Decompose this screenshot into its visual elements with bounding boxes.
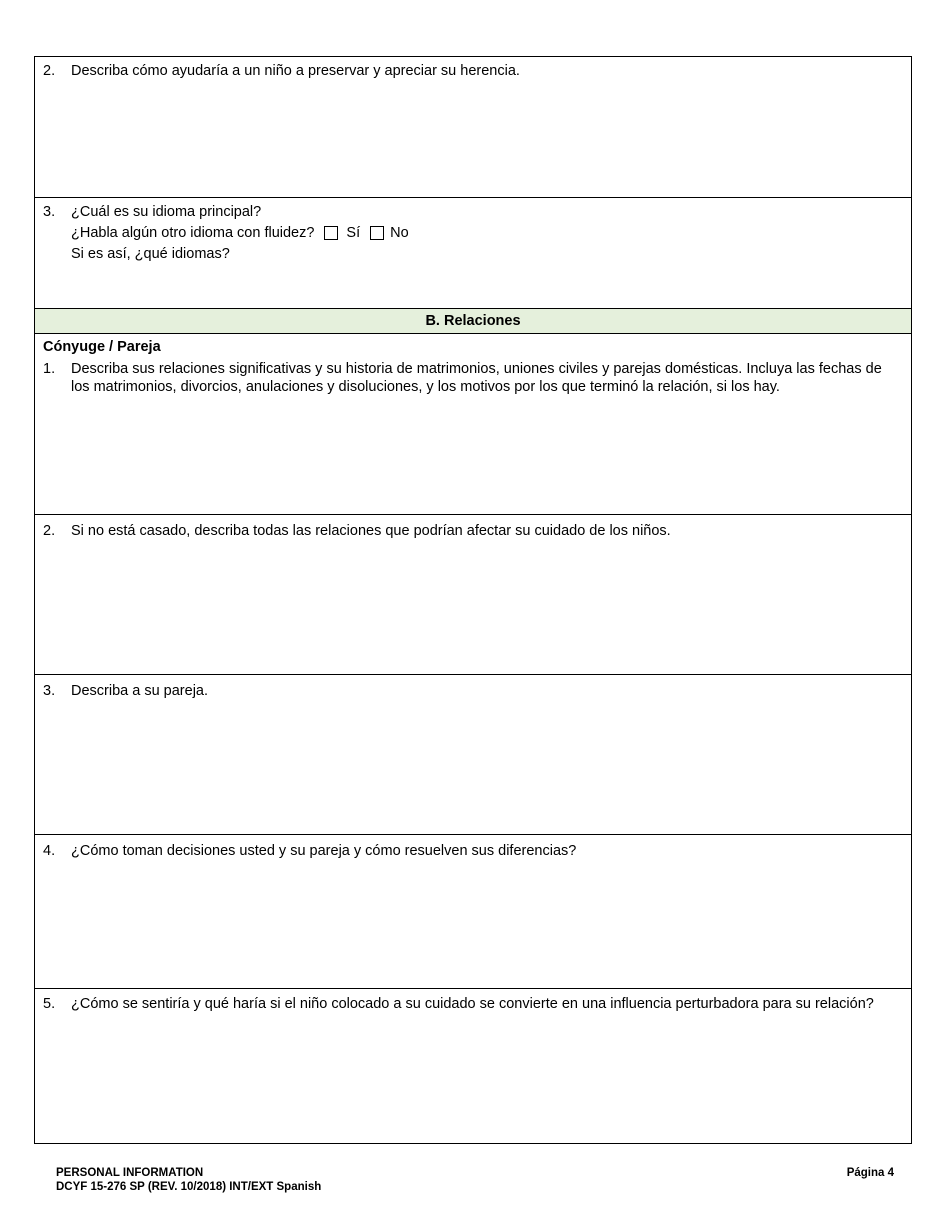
page-number: Página 4 xyxy=(846,1167,894,1179)
subheading-spouse-partner: Cónyuge / Pareja xyxy=(43,339,161,355)
question-text: Si no está casado, describa todas las relaciones que podrían afectar su cuidado de los niños. xyxy=(71,523,671,539)
question-row-unmarried-relationships[interactable] xyxy=(35,515,911,675)
question-text: Describa a su pareja. xyxy=(71,683,209,699)
fluency-line xyxy=(71,224,903,243)
footer-left xyxy=(56,1166,321,1194)
languages-line xyxy=(71,245,903,264)
question xyxy=(43,203,903,222)
question xyxy=(43,62,903,81)
question-number: 3. xyxy=(43,204,56,220)
question-number: 3. xyxy=(43,683,56,699)
question-number: 1. xyxy=(43,360,56,377)
question-text: Describa sus relaciones significativas y su historia de matrimonios, uniones civiles y parejas domésticas. Incluya las fechas de los matrimonios, divorcios, anulaciones y disoluciones, y los motivos por los que terminó la relación, si los hay. xyxy=(71,360,882,396)
question-row-describe-partner[interactable] xyxy=(35,675,911,835)
question-text: ¿Cuál es su idioma principal? xyxy=(71,204,262,220)
question xyxy=(43,360,903,397)
footer-form-id: DCYF 15-276 SP (REV. 10/2018) INT/EXT Spanish xyxy=(56,1181,322,1194)
question-row-decisions[interactable] xyxy=(35,835,911,989)
no-checkbox[interactable] xyxy=(370,226,384,240)
question xyxy=(43,522,903,541)
question xyxy=(43,842,903,861)
question-number: 4. xyxy=(43,843,56,859)
section-title: B. Relaciones xyxy=(425,313,521,329)
question-text: ¿Cómo se sentiría y qué haría si el niño colocado a su cuidado se convierte en una influencia perturbadora para su relación? xyxy=(71,996,874,1012)
form-table xyxy=(34,56,912,1144)
question-text: Describa cómo ayudaría a un niño a preservar y apreciar su herencia. xyxy=(71,63,520,79)
question xyxy=(43,995,903,1014)
question-text: ¿Cómo toman decisiones usted y su pareja y cómo resuelven sus diferencias? xyxy=(71,843,577,859)
question-number: 2. xyxy=(43,523,56,539)
question-row-heritage[interactable] xyxy=(35,57,911,198)
fluency-question: ¿Habla algún otro idioma con fluidez? xyxy=(71,224,315,241)
section-header-relaciones xyxy=(35,309,911,334)
yes-checkbox[interactable] xyxy=(324,226,338,240)
no-label: No xyxy=(390,224,409,241)
question-number: 2. xyxy=(43,63,56,79)
footer-title: PERSONAL INFORMATION xyxy=(56,1167,204,1179)
languages-question: Si es así, ¿qué idiomas? xyxy=(71,246,230,263)
question-row-relationships-history[interactable] xyxy=(35,334,911,515)
yes-label: Sí xyxy=(346,224,361,241)
question-row-language[interactable] xyxy=(35,198,911,309)
question xyxy=(43,682,903,701)
question-number: 5. xyxy=(43,996,56,1012)
question-row-disruptive-influence[interactable] xyxy=(35,989,911,1143)
